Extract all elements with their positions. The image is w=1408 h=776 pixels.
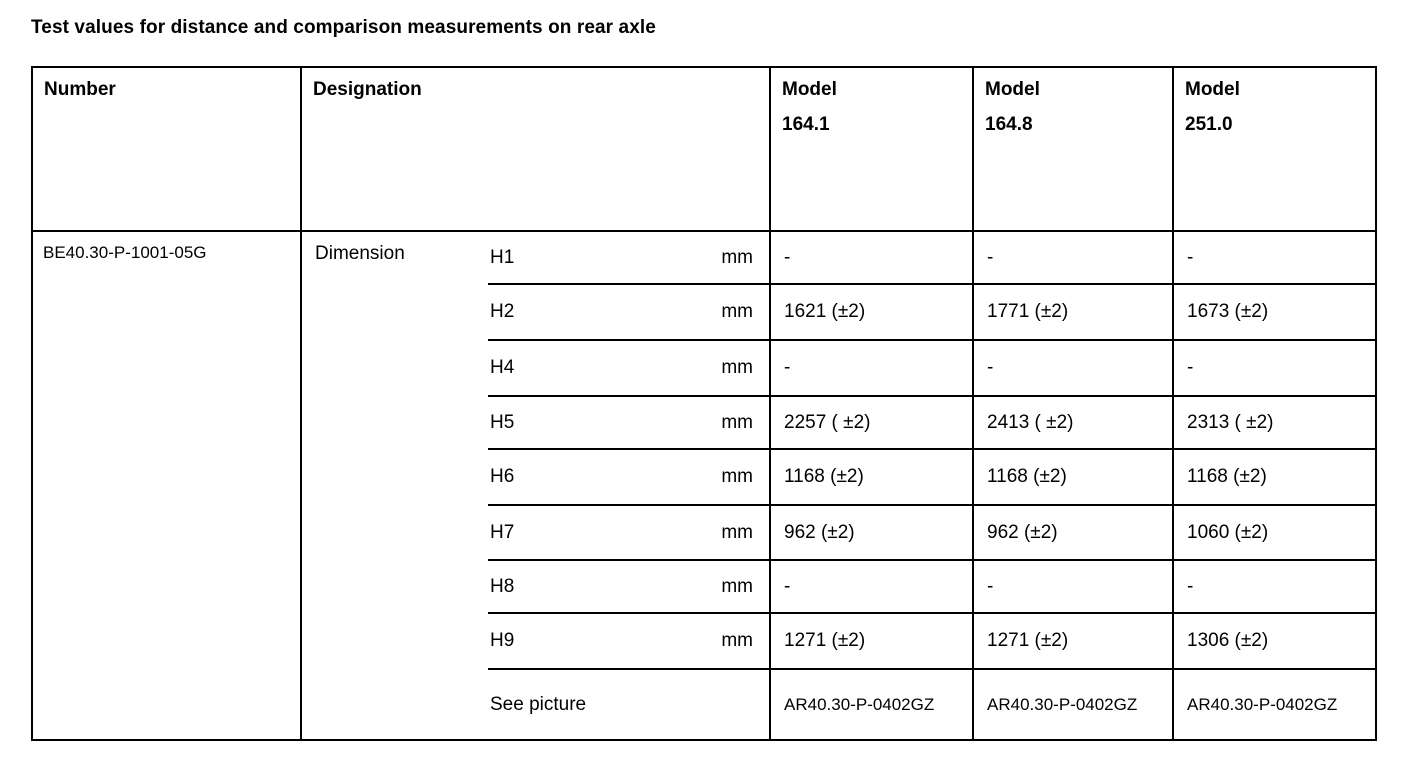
header-number: Number bbox=[32, 67, 301, 231]
parameter-label: H8 bbox=[488, 560, 701, 613]
value-model-1: 2257 ( ±2) bbox=[770, 396, 973, 449]
value-model-3: 1673 (±2) bbox=[1173, 284, 1376, 340]
value-model-1: - bbox=[770, 340, 973, 396]
measurement-table bbox=[31, 66, 1377, 741]
parameter-label: H2 bbox=[488, 284, 701, 340]
value-model-3: 1306 (±2) bbox=[1173, 613, 1376, 669]
unit-label: mm bbox=[701, 284, 770, 340]
value-model-1: 1621 (±2) bbox=[770, 284, 973, 340]
parameter-label: H7 bbox=[488, 505, 701, 560]
value-model-1: - bbox=[770, 560, 973, 613]
parameter-label: H5 bbox=[488, 396, 701, 449]
unit-label: mm bbox=[701, 613, 770, 669]
part-number: BE40.30-P-1001-05G bbox=[32, 231, 301, 740]
header-model-1: Model 164.1 bbox=[770, 67, 973, 231]
value-model-3: 1060 (±2) bbox=[1173, 505, 1376, 560]
header-model-2: Model 164.8 bbox=[973, 67, 1173, 231]
value-model-1: 962 (±2) bbox=[770, 505, 973, 560]
unit-label: mm bbox=[701, 340, 770, 396]
value-model-3: - bbox=[1173, 560, 1376, 613]
value-model-1: 1168 (±2) bbox=[770, 449, 973, 505]
value-model-2: 1168 (±2) bbox=[973, 449, 1173, 505]
value-model-3: 1168 (±2) bbox=[1173, 449, 1376, 505]
parameter-label: H1 bbox=[488, 231, 701, 284]
parameter-label: H6 bbox=[488, 449, 701, 505]
value-model-3: AR40.30-P-0402GZ bbox=[1173, 669, 1376, 740]
value-model-1: 1271 (±2) bbox=[770, 613, 973, 669]
parameter-label: H9 bbox=[488, 613, 701, 669]
parameter-label: See picture bbox=[488, 669, 770, 740]
unit-label: mm bbox=[701, 505, 770, 560]
unit-label: mm bbox=[701, 231, 770, 284]
value-model-1: AR40.30-P-0402GZ bbox=[770, 669, 973, 740]
unit-label: mm bbox=[701, 560, 770, 613]
value-model-2: 962 (±2) bbox=[973, 505, 1173, 560]
value-model-3: 2313 ( ±2) bbox=[1173, 396, 1376, 449]
value-model-1: - bbox=[770, 231, 973, 284]
value-model-2: 1271 (±2) bbox=[973, 613, 1173, 669]
header-row bbox=[32, 67, 1376, 231]
designation-value: Dimension bbox=[301, 231, 488, 740]
header-model-3: Model 251.0 bbox=[1173, 67, 1376, 231]
page-title: Test values for distance and comparison measurements on rear axle bbox=[31, 17, 656, 38]
value-model-3: - bbox=[1173, 231, 1376, 284]
value-model-2: AR40.30-P-0402GZ bbox=[973, 669, 1173, 740]
value-model-3: - bbox=[1173, 340, 1376, 396]
unit-label: mm bbox=[701, 396, 770, 449]
unit-label: mm bbox=[701, 449, 770, 505]
value-model-2: - bbox=[973, 560, 1173, 613]
value-model-2: - bbox=[973, 231, 1173, 284]
value-model-2: 2413 ( ±2) bbox=[973, 396, 1173, 449]
table-row bbox=[32, 231, 1376, 284]
value-model-2: 1771 (±2) bbox=[973, 284, 1173, 340]
parameter-label: H4 bbox=[488, 340, 701, 396]
header-designation: Designation bbox=[301, 67, 770, 231]
value-model-2: - bbox=[973, 340, 1173, 396]
